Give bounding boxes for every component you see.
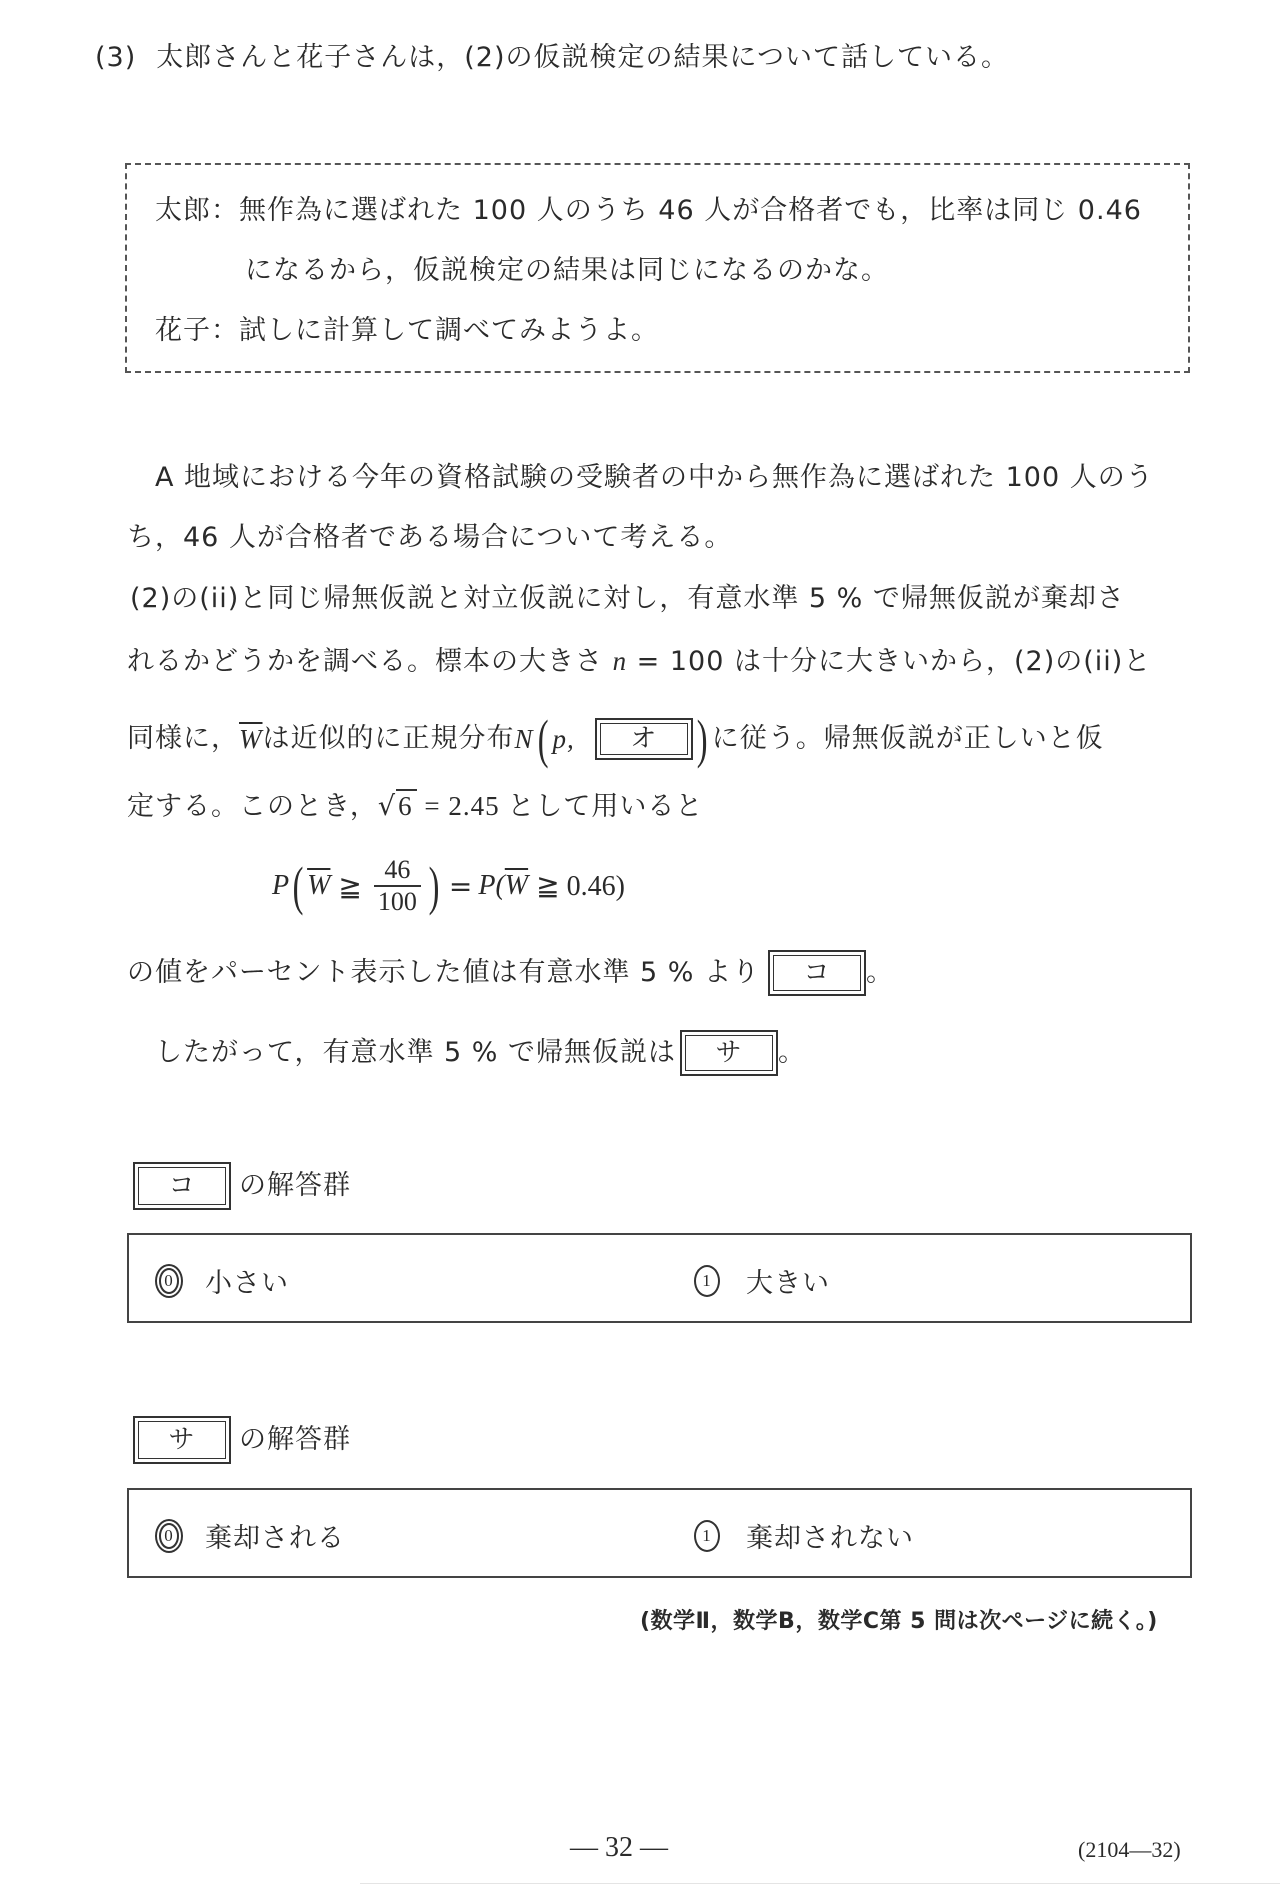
formula-geq: ≧	[338, 869, 362, 903]
option-text: 棄却されない	[746, 1523, 914, 1554]
answer-group-label: の解答群	[239, 1424, 351, 1455]
probability-formula	[272, 855, 625, 917]
body-p3-line2	[155, 1030, 806, 1076]
question-intro-text: 太郎さんと花子さんは，(2)の仮説検定の結果について話している。	[156, 42, 1009, 73]
answer-group-ko-blank-label: コ	[138, 1167, 226, 1205]
taro-utterance-line1: 無作為に選ばれた 100 人のうち 46 人が合格者でも，比率は同じ 0.46	[239, 195, 1142, 226]
fraction-numerator: 46	[384, 855, 411, 884]
text-segment: は近似的に正規分布	[262, 723, 515, 754]
body-p2-line1: (2)の(ii)と同じ帰無仮説と対立仮説に対し，有意水準 5 % で帰無仮説が棄却さ	[130, 583, 1125, 614]
variable-N: N	[514, 724, 534, 754]
option-text: 小さい	[205, 1268, 289, 1299]
text-segment: = 100 は十分に大きいから，(2)の(ii)と	[627, 646, 1152, 677]
circled-one-icon: 1	[694, 1520, 720, 1552]
body-p2-line4	[127, 788, 703, 825]
body-p3-line1	[127, 950, 894, 996]
formula-P: P	[272, 870, 290, 901]
variable-w-bar: $\overline{W}$	[239, 724, 263, 754]
continuation-note: (数学Ⅱ，数学B，数学C第 5 問は次ページに続く。)	[640, 1609, 1158, 1634]
paren-close: )	[696, 709, 708, 769]
speaker-taro: 太郎	[155, 195, 211, 226]
answer-group-sa-options	[127, 1488, 1192, 1578]
variable-p: p,	[552, 724, 575, 754]
text-segment: 同様に，	[127, 723, 239, 754]
text-segment: 定する。このとき，	[127, 791, 378, 822]
option-ko-0[interactable]	[159, 1261, 289, 1300]
option-sa-1[interactable]	[694, 1516, 914, 1555]
speaker-hanako: 花子	[155, 315, 211, 346]
speaker-separator: ：	[211, 315, 239, 346]
body-p1-line1: A 地域における今年の資格試験の受験者の中から無作為に選ばれた 100 人のう	[155, 462, 1154, 493]
answer-group-sa-heading	[133, 1416, 351, 1464]
text-segment: れるかどうかを調べる。標本の大きさ	[127, 646, 613, 677]
formula-equals: =	[448, 869, 473, 903]
variable-n: n	[612, 646, 628, 676]
option-sa-0[interactable]	[159, 1516, 345, 1555]
answer-blank-sa[interactable]	[680, 1030, 778, 1076]
answer-group-sa-blank-label: サ	[138, 1421, 226, 1459]
answer-blank-ko-label: コ	[773, 955, 861, 991]
option-text: 大きい	[746, 1268, 830, 1299]
footer-divider	[360, 1883, 1280, 1884]
answer-group-sa-blank	[133, 1416, 231, 1464]
paren-open: (	[537, 709, 549, 769]
text-segment: したがって，有意水準 5 % で帰無仮説は	[155, 1037, 677, 1068]
hanako-utterance: 試しに計算して調べてみようよ。	[239, 315, 659, 346]
radicand: 6	[396, 789, 417, 821]
radical-sign: √	[377, 791, 397, 822]
question-number: (3)	[95, 42, 137, 73]
taro-utterance-line2: になるから，仮説検定の結果は同じになるのかな。	[245, 255, 889, 286]
paren-close: )	[428, 856, 440, 916]
body-p2-line3	[127, 709, 1104, 769]
answer-blank-ko[interactable]	[768, 950, 866, 996]
dialogue-line-hanako	[155, 313, 659, 349]
speaker-separator: ：	[211, 195, 239, 226]
option-ko-1[interactable]	[694, 1261, 830, 1300]
fraction-denominator: 100	[374, 885, 421, 917]
formula-P2: P(	[478, 870, 505, 901]
fraction-46-100	[374, 855, 421, 917]
page-number: — 32 —	[570, 1832, 668, 1863]
formula-w-bar: $\overline{W}$	[307, 870, 331, 901]
question-intro	[95, 40, 1009, 76]
text-segment: 。	[778, 1037, 807, 1068]
text-segment: に従う。帰無仮説が正しいと仮	[711, 723, 1104, 754]
circled-zero-icon: 0	[159, 1268, 179, 1294]
answer-group-ko-heading	[133, 1162, 351, 1210]
body-p2-line2	[127, 643, 1151, 680]
circled-one-icon: 1	[694, 1265, 720, 1297]
text-segment: の値をパーセント表示した値は有意水準 5 % より	[127, 957, 761, 988]
sqrt-six	[378, 788, 417, 825]
answer-blank-o-label: オ	[600, 723, 688, 755]
answer-blank-o[interactable]	[595, 718, 693, 760]
answer-blank-sa-label: サ	[685, 1035, 773, 1071]
text-segment: = 2.45 として用いると	[416, 791, 704, 821]
answer-group-ko-options	[127, 1233, 1192, 1323]
dialogue-line-taro-1	[155, 193, 1142, 229]
circled-zero-icon: 0	[159, 1523, 179, 1549]
formula-geq-046: ≧ 0.46)	[536, 871, 625, 902]
text-segment: 。	[866, 957, 895, 988]
answer-group-ko-blank	[133, 1162, 231, 1210]
paren-open: (	[292, 856, 304, 916]
formula-w-bar-2: $\overline{W}$	[504, 870, 529, 901]
option-text: 棄却される	[205, 1523, 345, 1554]
page-code: (2104—32)	[1078, 1837, 1181, 1862]
dialogue-line-taro-2	[245, 253, 889, 289]
answer-group-label: の解答群	[239, 1170, 351, 1201]
body-p1-line2: ち，46 人が合格者である場合について考える。	[127, 522, 733, 553]
